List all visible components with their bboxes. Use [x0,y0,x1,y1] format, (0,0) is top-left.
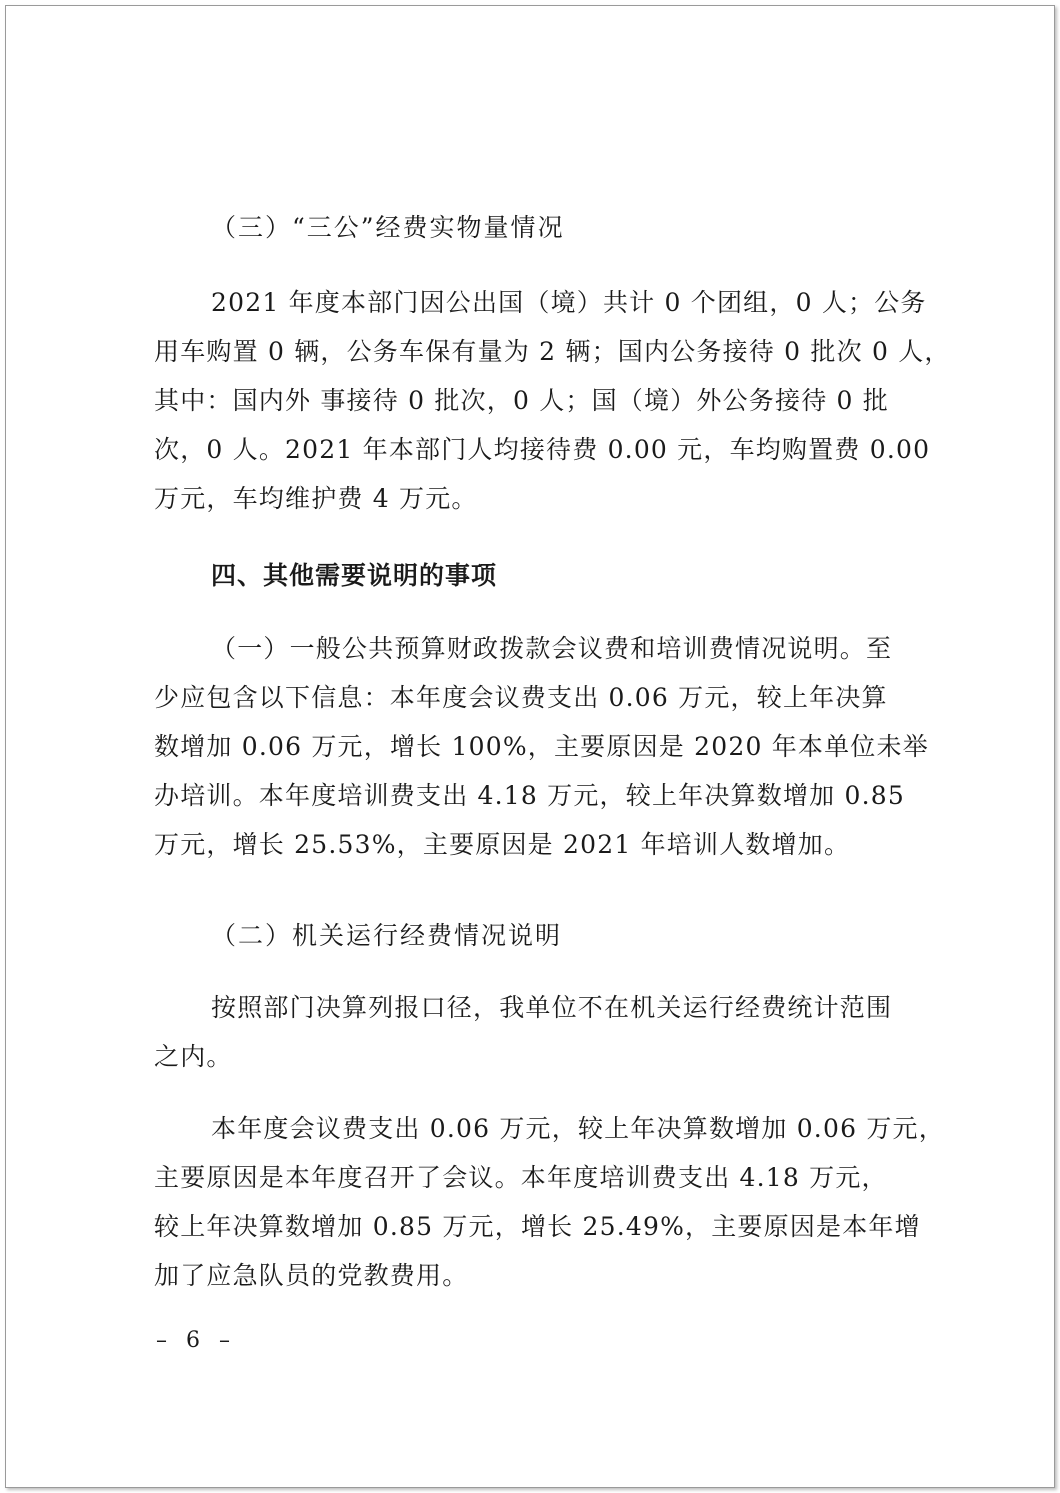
page-number: – 6 – [156,1328,236,1353]
text-line: 本年度会议费支出 0.06 万元，较上年决算数增加 0.06 万元， [211,1114,945,1143]
text-line: 按照部门决算列报口径，我单位不在机关运行经费统计范围 [211,993,893,1022]
paragraph-official-expenses-quantities [154,278,951,523]
text-line: 用车购置 0 辆，公务车保有量为 2 辆；国内公务接待 0 批次 0 人， [154,337,951,366]
text-line: （一）一般公共预算财政拨款会议费和培训费情况说明。至 [211,634,893,663]
paragraph-meeting-training-fees [154,624,934,869]
section-3-heading: （三）“三公”经费实物量情况 [211,213,565,242]
text-line: 数增加 0.06 万元，增长 100%，主要原因是 2020 年本单位未举 [154,732,929,761]
paragraph-current-year-fees [154,1104,945,1300]
document-page [5,5,1055,1488]
text-line: 万元，车均维护费 4 万元。 [154,484,478,513]
paragraph-operating-expenses [154,983,934,1081]
text-line: 加了应急队员的党教费用。 [154,1261,469,1290]
section-4-2-heading: （二）机关运行经费情况说明 [211,921,563,950]
text-line: 较上年决算数增加 0.85 万元，增长 25.49%，主要原因是本年增 [154,1212,921,1241]
text-line: 之内。 [154,1042,233,1071]
text-line: 万元，增长 25.53%，主要原因是 2021 年培训人数增加。 [154,830,851,859]
text-line: 办培训。本年度培训费支出 4.18 万元，较上年决算数增加 0.85 [154,781,905,810]
text-line: 少应包含以下信息：本年度会议费支出 0.06 万元，较上年决算 [154,683,888,712]
text-line: 主要原因是本年度召开了会议。本年度培训费支出 4.18 万元， [154,1163,888,1192]
text-line: 2021 年度本部门因公出国（境）共计 0 个团组，0 人；公务 [211,288,927,317]
section-4-heading: 四、其他需要说明的事项 [211,561,498,590]
text-line: 次，0 人。2021 年本部门人均接待费 0.00 元，车均购置费 0.00 [154,435,931,464]
text-line: 其中：国内外 事接待 0 批次，0 人；国（境）外公务接待 0 批 [154,386,889,415]
